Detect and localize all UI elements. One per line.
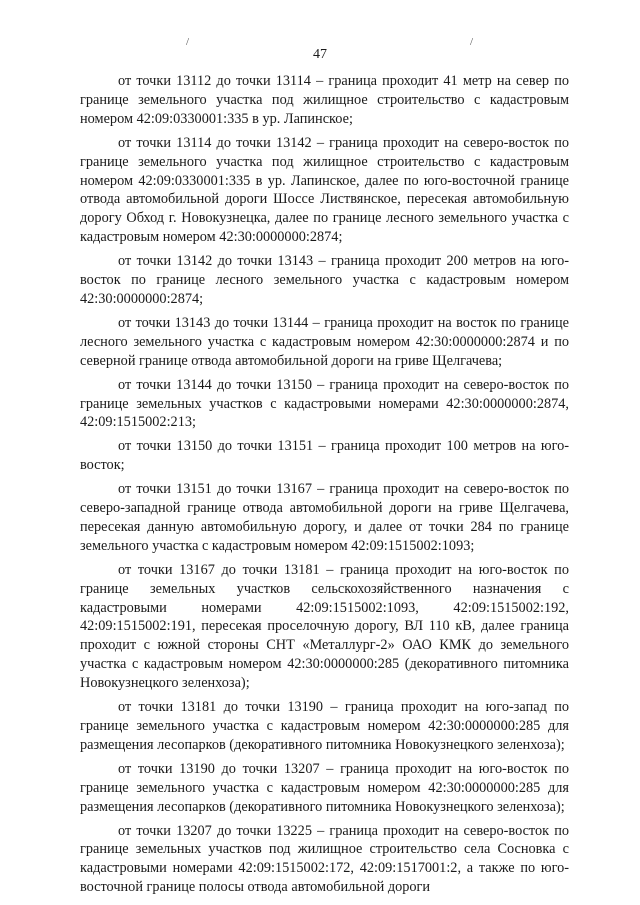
boundary-paragraph: от точки 13190 до точки 13207 – граница проходит на юго-восток по границе земельного участка с кадастровым номером 42:30:0000000:285 для размещения лесопарков (декоративного питомника Новокузнецкого зеленхоза); [80, 760, 569, 815]
scan-mark-left: / [186, 36, 190, 48]
page-number: 47 [313, 47, 327, 62]
boundary-paragraph: от точки 13143 до точки 13144 – граница проходит на восток по границе лесного земельного участка с кадастровым номером 42:30:0000000:2874 и по северной границе отвода автомобильной дороги на гриве Щелгачева; [80, 314, 569, 369]
document-body [80, 72, 569, 902]
boundary-paragraph: от точки 13167 до точки 13181 – граница проходит на юго-восток по границе земельных участков сельскохозяйственного назначения с кадастровыми номерами 42:09:1515002:1093, 42:09:1515002:192, 42:09:1515002:191, пересекая проселочную дорогу, ВЛ 110 кВ, далее граница проходит с южной стороны СНТ «Металлург-2» ОАО КМК до земельного участка с кадастровым номером 42:30:0000000:285 (декоративного питомника Новокузнецкого зеленхоза); [80, 561, 569, 692]
boundary-paragraph: от точки 13112 до точки 13114 – граница проходит 41 метр на север по границе земельного участка под жилищное строительство с кадастровым номером 42:09:0330001:335 в ур. Лапинское; [80, 73, 569, 127]
scan-mark-right: / [470, 36, 474, 48]
boundary-paragraph: от точки 13151 до точки 13167 – граница проходит на северо-восток по северо-западной границе отвода автомобильной дороги на гриве Щелгачева, пересекая данную автомобильную дорогу, и далее от точки 284 по границе земельного участка с кадастровым номером 42:09:1515002:1093; [80, 481, 569, 554]
boundary-paragraph: от точки 13207 до точки 13225 – граница проходит на северо-восток по границе земельных участков под жилищное строительство села Сосновка с кадастровыми номерами 42:09:1515002:172, 42:09:1517001:2, а также по юго-восточной границе полосы отвода автомобильной дороги [80, 822, 569, 896]
boundary-paragraph: от точки 13142 до точки 13143 – граница проходит 200 метров на юго-восток по границе лесного земельного участка с кадастровым номером 42:30:0000000:2874; [80, 253, 569, 307]
boundary-paragraph: от точки 13114 до точки 13142 – граница проходит на северо-восток по границе земельного участка под жилищное строительство с кадастровым номером 42:09:0330001:335 в ур. Лапинское, далее по юго-восточной границе отвода автомобильной дороги Шоссе Листвянское, пересекая автомобильную дорогу Обход г. Новокузнецка, далее по границе лесного земельного участка с кадастровым номером 42:30:0000000:2874; [80, 134, 569, 246]
boundary-paragraph: от точки 13144 до точки 13150 – граница проходит на северо-восток по границе земельных участков с кадастровыми номерами 42:30:0000000:2874, 42:09:1515002:213; [80, 376, 569, 431]
boundary-paragraph: от точки 13181 до точки 13190 – граница проходит на юго-запад по границе земельного участка с кадастровым номером 42:30:0000000:285 для размещения лесопарков (декоративного питомника Новокузнецкого зеленхоза); [80, 699, 569, 753]
boundary-paragraph: от точки 13150 до точки 13151 – граница проходит 100 метров на юго-восток; [80, 438, 569, 474]
